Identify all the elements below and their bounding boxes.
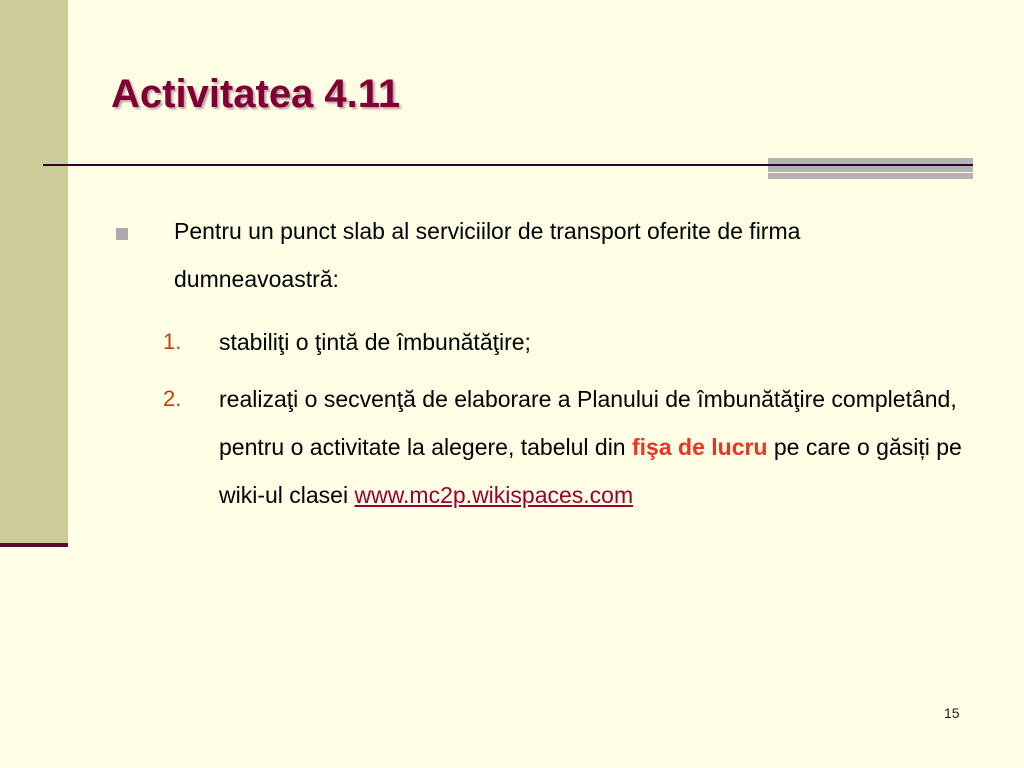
list-item-text-continued: pe care o găsiți pe wiki-ul clasei xyxy=(219,434,962,508)
wiki-link[interactable]: www.mc2p.wikispaces.com xyxy=(354,482,634,508)
worksheet-highlight: fişa de lucru xyxy=(632,434,768,460)
list-item xyxy=(219,375,964,519)
square-bullet-icon xyxy=(116,228,128,240)
list-number: 2. xyxy=(163,386,182,411)
divider-accent xyxy=(768,158,973,179)
list-number: 1. xyxy=(163,329,182,354)
list-item: stabiliţi o ţintă de îmbunătăţire; xyxy=(219,329,531,355)
left-bar-accent-line xyxy=(0,543,68,547)
bullet-text: Pentru un punct slab al serviciilor de transport oferite de firma dumneavoastră: xyxy=(174,218,801,292)
list-item-text: realizaţi o secvenţă de elaborare a Planului de îmbunătăţire completând, pentru o activitate la alegere, tabelul din xyxy=(219,386,957,460)
left-decorative-bar xyxy=(0,0,68,546)
slide-title: Activitatea 4.11 xyxy=(111,72,401,116)
page-number: 15 xyxy=(944,705,960,721)
